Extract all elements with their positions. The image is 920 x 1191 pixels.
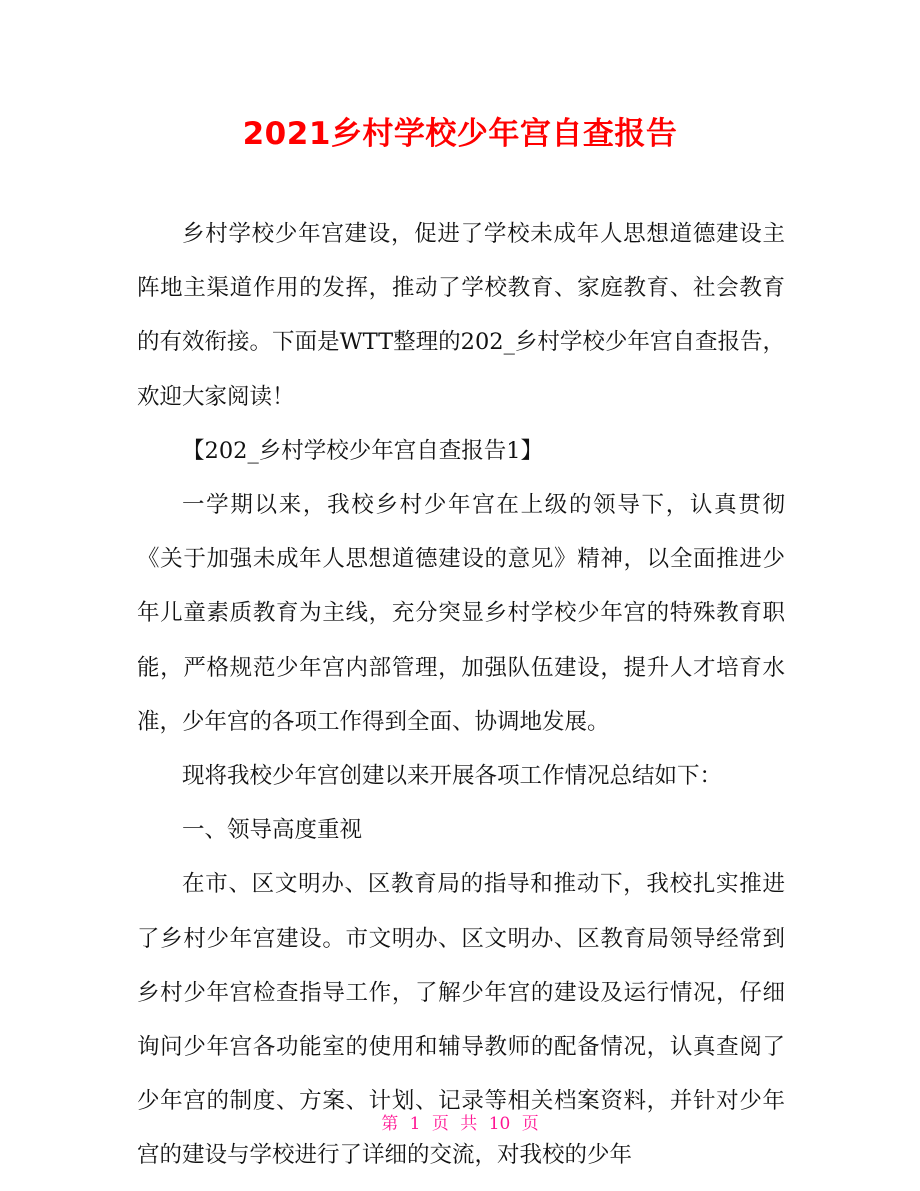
document-title: 2021乡村学校少年宫自查报告 [242,116,678,152]
paragraph-overview: 一学期以来，我校乡村少年宫在上级的领导下，认真贯彻《关于加强未成年人思想道德建设的意见》精神，以全面推进少年儿童素质教育为主线，充分突显乡村学校少年宫的特殊教育职能，严格规范少年宫内部管理，加强队伍建设，提升人才培育水准，少年宫的各项工作得到全面、协调地发展。 [137,492,785,735]
paragraph-section-heading: 【202_乡村学校少年宫自查报告1】 [182,437,544,464]
page-indicator: 第 1 页 共 10 页 [381,1114,539,1134]
paragraph-heading-leadership: 一、领导高度重视 [182,817,363,844]
paragraph-summary-intro: 现将我校少年宫创建以来开展各项工作情况总结如下： [182,763,723,790]
paragraph-intro: 乡村学校少年宫建设，促进了学校未成年人思想道德建设主阵地主渠道作用的发挥，推动了学校教育、家庭教育、社会教育的有效衔接。下面是WTT整理的202_乡村学校少年宫自查报告，欢迎大家阅读！ [137,221,785,410]
paragraph-leadership-detail: 在市、区文明办、区教育局的指导和推动下，我校扎实推进了乡村少年宫建设。市文明办、区文明办、区教育局领导经常到乡村少年宫检查指导工作，了解少年宫的建设及运行情况，仔细询问少年宫各功能室的使用和辅导教师的配备情况，认真查阅了少年宫的制度、方案、计划、记录等相关档案资料，并针对少年宫的建设与学校进行了详细的交流，对我校的少年 [137,871,785,1169]
document-body [137,207,785,1183]
